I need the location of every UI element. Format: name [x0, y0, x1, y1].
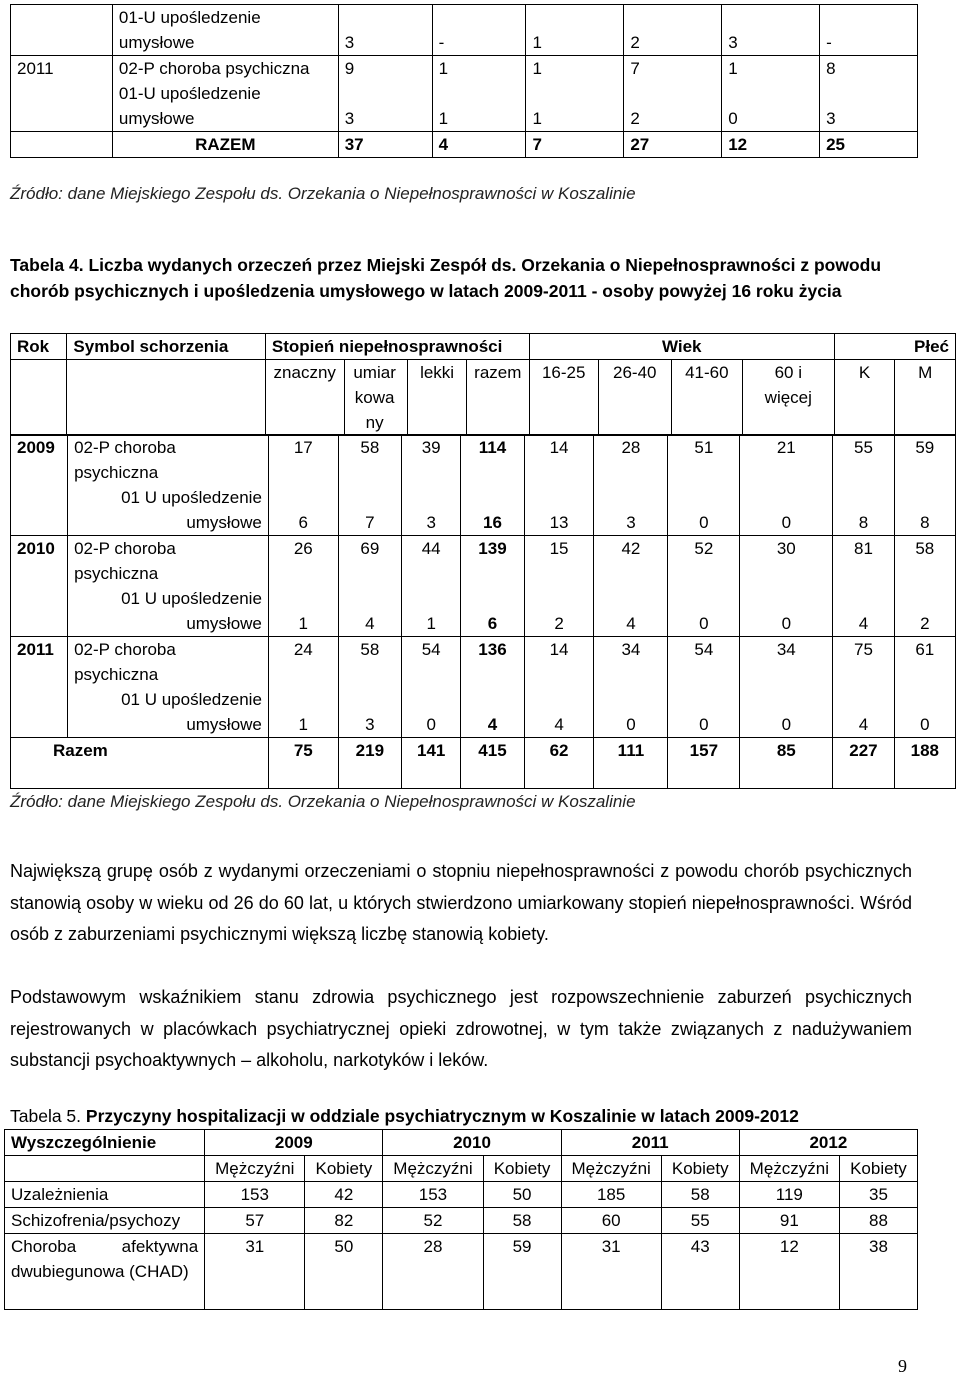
- value-cell: 69: [338, 536, 401, 587]
- subheader-cell: razem: [466, 360, 529, 436]
- row-label: Uzależnienia: [5, 1182, 205, 1208]
- value-cell: 58: [894, 536, 955, 587]
- year-cell: [11, 132, 113, 158]
- value-cell: 7: [338, 485, 401, 536]
- value-cell: 13: [524, 485, 594, 536]
- value-cell: 52: [668, 536, 740, 587]
- header-row: [5, 1130, 918, 1156]
- value-cell: 82: [305, 1208, 383, 1234]
- value-cell: 153: [383, 1182, 483, 1208]
- table-row: [11, 586, 956, 637]
- total-value: 4: [432, 132, 526, 158]
- value-cell: 153: [205, 1182, 305, 1208]
- value-cell: 0: [740, 485, 833, 536]
- value-cell: 4: [833, 586, 894, 637]
- symbol-cell: 01-U upośledzenie umysłowe: [112, 5, 338, 56]
- total-value: 25: [820, 132, 918, 158]
- header-row: [11, 334, 956, 360]
- value-cell: 24: [268, 637, 338, 688]
- value-cell: 58: [661, 1182, 739, 1208]
- subheader-cell: 16-25: [529, 360, 598, 436]
- value-cell: 26: [268, 536, 338, 587]
- value-cell: 3: [402, 485, 461, 536]
- subheader-cell: Kobiety: [839, 1156, 917, 1182]
- total-value: 62: [524, 738, 594, 789]
- value-cell: 2: [624, 81, 722, 132]
- col-header-year: 2011: [561, 1130, 739, 1156]
- subheader-cell: Mężczyźni: [739, 1156, 839, 1182]
- value-cell: 8: [820, 56, 918, 82]
- value-cell: 1: [268, 687, 338, 738]
- year-cell: 2010: [11, 536, 68, 637]
- value-cell: 8: [833, 485, 894, 536]
- table5-title: Tabela 5. Przyczyny hospitalizacji w oddziale psychiatrycznym w Koszalinie w latach 2009-2012: [10, 1106, 799, 1126]
- table-row: [5, 1234, 918, 1310]
- value-cell: 0: [668, 485, 740, 536]
- source-note: Źródło: dane Miejskiego Zespołu ds. Orzekania o Niepełnosprawności w Koszalinie: [10, 184, 636, 203]
- total-value: 27: [624, 132, 722, 158]
- paragraph: Największą grupę osób z wydanymi orzeczeniami o stopniu niepełnosprawności z powodu chorób psychicznych stanowią osoby w wieku od 26 do 60 lat, u których stwierdzono umiarkowany stopień niepełnosprawności. Wśród osób z zaburzeniami psychicznymi większą liczbę stanowią kobiety.: [10, 861, 912, 944]
- symbol-cell: 02-P choroba psychiczna: [68, 435, 269, 486]
- subheader-cell: 41-60: [671, 360, 742, 436]
- value-cell: 4: [338, 586, 401, 637]
- value-cell: 43: [661, 1234, 739, 1310]
- symbol-cell: 01 U upośledzenie umysłowe: [68, 485, 269, 536]
- value-cell: 21: [740, 435, 833, 486]
- col-header-year: 2012: [739, 1130, 917, 1156]
- subheader-cell: lekki: [408, 360, 467, 436]
- value-cell: 59: [894, 435, 955, 486]
- table5: [4, 1129, 918, 1310]
- value-cell: 42: [305, 1182, 383, 1208]
- subheader-row: [5, 1156, 918, 1182]
- value-cell: 0: [668, 687, 740, 738]
- value-cell: 1: [432, 81, 526, 132]
- value-cell: 3: [722, 5, 820, 56]
- value-cell: 119: [739, 1182, 839, 1208]
- subheader-cell: Mężczyźni: [383, 1156, 483, 1182]
- value-cell: 14: [524, 637, 594, 688]
- year-cell: [11, 5, 113, 56]
- value-cell: 58: [338, 435, 401, 486]
- total-value: 85: [740, 738, 833, 789]
- subheader-cell: 26-40: [598, 360, 671, 436]
- value-cell: 8: [894, 485, 955, 536]
- value-cell: 39: [402, 435, 461, 486]
- value-cell: 42: [594, 536, 668, 587]
- value-cell: 60: [561, 1208, 661, 1234]
- empty-cell: [67, 360, 265, 436]
- symbol-cell: 01 U upośledzenie umysłowe: [68, 687, 269, 738]
- table-row: [11, 435, 956, 486]
- value-cell: 81: [833, 536, 894, 587]
- value-cell: 139: [461, 536, 524, 587]
- value-cell: 3: [338, 687, 401, 738]
- page-number: 9: [898, 1356, 907, 1376]
- table-row: [5, 1182, 918, 1208]
- total-value: 75: [268, 738, 338, 789]
- value-cell: 52: [383, 1208, 483, 1234]
- value-cell: 9: [338, 56, 432, 82]
- col-header-symbol: Symbol schorzenia: [67, 334, 265, 360]
- value-cell: 54: [402, 637, 461, 688]
- value-cell: 0: [740, 687, 833, 738]
- value-cell: 0: [402, 687, 461, 738]
- value-cell: 0: [594, 687, 668, 738]
- total-value: 12: [722, 132, 820, 158]
- col-header-wyszczegolnienie: Wyszczególnienie: [5, 1130, 205, 1156]
- subheader-cell: umiarkowany: [344, 360, 408, 436]
- total-label: RAZEM: [112, 132, 338, 158]
- table-row: [11, 536, 956, 587]
- value-cell: 58: [338, 637, 401, 688]
- table-row: [11, 5, 918, 56]
- total-row: [11, 132, 918, 158]
- value-cell: 3: [820, 81, 918, 132]
- value-cell: 38: [839, 1234, 917, 1310]
- value-cell: 2: [624, 5, 722, 56]
- value-cell: 30: [740, 536, 833, 587]
- value-cell: 114: [461, 435, 524, 486]
- value-cell: 54: [668, 637, 740, 688]
- value-cell: 34: [740, 637, 833, 688]
- value-cell: 16: [461, 485, 524, 536]
- col-header-plec: Płeć: [834, 334, 955, 360]
- value-cell: 0: [894, 687, 955, 738]
- table-row: [11, 56, 918, 82]
- symbol-cell: 02-P choroba psychiczna: [68, 637, 269, 688]
- subheader-row: [11, 360, 956, 436]
- value-cell: 35: [839, 1182, 917, 1208]
- symbol-cell: 01 U upośledzenie umysłowe: [68, 586, 269, 637]
- table-row: [5, 1208, 918, 1234]
- value-cell: 55: [661, 1208, 739, 1234]
- value-cell: 1: [526, 56, 624, 82]
- total-value: 37: [338, 132, 432, 158]
- total-value: 157: [668, 738, 740, 789]
- value-cell: 28: [594, 435, 668, 486]
- source-note: Źródło: dane Miejskiego Zespołu ds. Orzekania o Niepełnosprawności w Koszalinie: [10, 792, 636, 811]
- value-cell: 3: [594, 485, 668, 536]
- value-cell: 3: [338, 81, 432, 132]
- empty-cell: [11, 360, 67, 436]
- col-header-rok: Rok: [11, 334, 67, 360]
- table4: [10, 333, 956, 436]
- value-cell: 4: [524, 687, 594, 738]
- table-row: [11, 485, 956, 536]
- value-cell: 0: [668, 586, 740, 637]
- subheader-cell: M: [895, 360, 956, 436]
- total-value: 7: [526, 132, 624, 158]
- total-value: 219: [338, 738, 401, 789]
- value-cell: 2: [524, 586, 594, 637]
- year-cell: 2011: [11, 637, 68, 738]
- subheader-cell: Kobiety: [661, 1156, 739, 1182]
- value-cell: 31: [205, 1234, 305, 1310]
- subheader-cell: Mężczyźni: [205, 1156, 305, 1182]
- value-cell: 4: [461, 687, 524, 738]
- total-value: 188: [894, 738, 955, 789]
- value-cell: 58: [483, 1208, 561, 1234]
- symbol-cell: 01-U upośledzenie umysłowe: [112, 81, 338, 132]
- total-row: [11, 738, 956, 789]
- value-cell: 1: [432, 56, 526, 82]
- value-cell: 4: [594, 586, 668, 637]
- value-cell: 34: [594, 637, 668, 688]
- value-cell: -: [820, 5, 918, 56]
- value-cell: 136: [461, 637, 524, 688]
- value-cell: 61: [894, 637, 955, 688]
- total-label: Razem: [11, 738, 269, 789]
- value-cell: 1: [268, 586, 338, 637]
- table-row: [11, 687, 956, 738]
- value-cell: 57: [205, 1208, 305, 1234]
- col-header-year: 2010: [383, 1130, 561, 1156]
- year-cell: 2011: [11, 56, 113, 82]
- value-cell: 0: [740, 586, 833, 637]
- table-row: [11, 81, 918, 132]
- value-cell: 1: [402, 586, 461, 637]
- value-cell: 14: [524, 435, 594, 486]
- symbol-cell: 02-P choroba psychiczna: [68, 536, 269, 587]
- value-cell: 1: [722, 56, 820, 82]
- value-cell: 55: [833, 435, 894, 486]
- value-cell: 51: [668, 435, 740, 486]
- value-cell: 6: [461, 586, 524, 637]
- table-row: [11, 637, 956, 688]
- value-cell: 1: [526, 5, 624, 56]
- value-cell: 31: [561, 1234, 661, 1310]
- row-label: Choroba afektywna dwubiegunowa (CHAD): [5, 1234, 205, 1310]
- col-header-wiek: Wiek: [529, 334, 834, 360]
- empty-cell: [5, 1156, 205, 1182]
- value-cell: 50: [305, 1234, 383, 1310]
- total-value: 141: [402, 738, 461, 789]
- value-cell: 44: [402, 536, 461, 587]
- subheader-cell: Mężczyźni: [561, 1156, 661, 1182]
- table4-title: Tabela 4. Liczba wydanych orzeczeń przez Miejski Zespół ds. Orzekania o Niepełnosprawności z powodu chorób psychicznych i upośledzenia umysłowego w latach 2009-2011 - osoby powyżej 16 roku życia: [10, 255, 882, 301]
- table4-body: [10, 434, 956, 789]
- subheader-cell: Kobiety: [483, 1156, 561, 1182]
- subheader-cell: K: [834, 360, 895, 436]
- value-cell: 15: [524, 536, 594, 587]
- value-cell: 17: [268, 435, 338, 486]
- value-cell: 185: [561, 1182, 661, 1208]
- subheader-cell: znaczny: [265, 360, 344, 436]
- value-cell: 2: [894, 586, 955, 637]
- subheader-cell: 60 i więcej: [742, 360, 834, 436]
- total-value: 415: [461, 738, 524, 789]
- subheader-cell: Kobiety: [305, 1156, 383, 1182]
- symbol-cell: 02-P choroba psychiczna: [112, 56, 338, 82]
- value-cell: 12: [739, 1234, 839, 1310]
- paragraph: Podstawowym wskaźnikiem stanu zdrowia psychicznego jest rozpowszechnienie zaburzeń psychicznych rejestrowanych w placówkach psychiatrycznej opieki zdrowotnej, w tym także związanych z nadużywaniem substancji psychoaktywnych – alkoholu, narkotyków i leków.: [10, 987, 912, 1070]
- value-cell: 28: [383, 1234, 483, 1310]
- value-cell: 91: [739, 1208, 839, 1234]
- table3-continuation: [10, 4, 918, 158]
- value-cell: 1: [526, 81, 624, 132]
- value-cell: 4: [833, 687, 894, 738]
- year-cell: 2009: [11, 435, 68, 536]
- total-value: 111: [594, 738, 668, 789]
- value-cell: 7: [624, 56, 722, 82]
- col-header-year: 2009: [205, 1130, 383, 1156]
- total-value: 227: [833, 738, 894, 789]
- value-cell: 88: [839, 1208, 917, 1234]
- value-cell: -: [432, 5, 526, 56]
- year-cell: [11, 81, 113, 132]
- value-cell: 0: [722, 81, 820, 132]
- value-cell: 50: [483, 1182, 561, 1208]
- value-cell: 75: [833, 637, 894, 688]
- value-cell: 59: [483, 1234, 561, 1310]
- value-cell: 3: [338, 5, 432, 56]
- row-label: Schizofrenia/psychozy: [5, 1208, 205, 1234]
- value-cell: 6: [268, 485, 338, 536]
- col-header-stopien: Stopień niepełnosprawności: [265, 334, 529, 360]
